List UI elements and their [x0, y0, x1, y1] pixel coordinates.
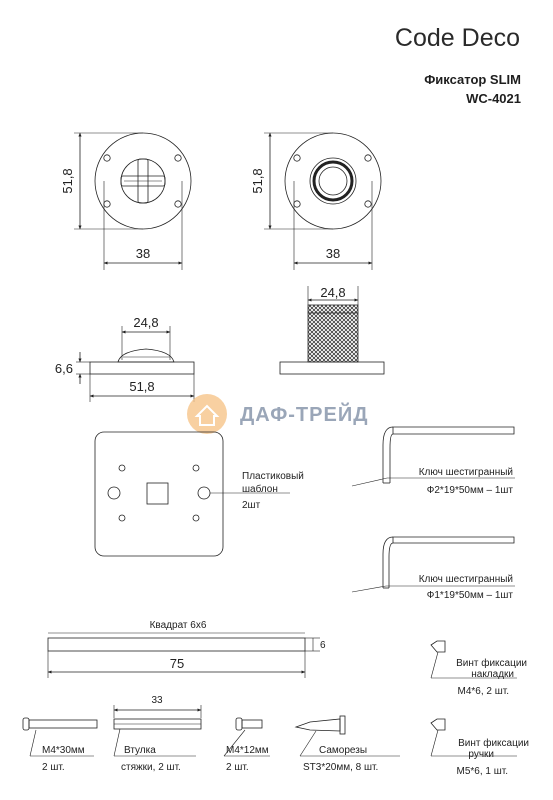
hex-key-1 — [352, 427, 515, 496]
template-label-2: шаблон — [242, 484, 278, 495]
square-length-label: 75 — [169, 656, 185, 671]
side-view-turn — [55, 315, 194, 402]
square-thickness-label: 6 — [320, 640, 326, 651]
hex-key-1-name: Ключ шестигранный — [418, 467, 513, 478]
hex-key-2-spec: Ф1*19*50мм – 1шт — [426, 590, 513, 601]
hex-key-2-name: Ключ шестигранный — [418, 574, 513, 585]
sleeve-name: Втулка — [124, 745, 156, 756]
side-view-knob — [280, 285, 384, 374]
fix-screw-2-line2: ручки — [468, 749, 494, 760]
screws-spec: ST3*20мм, 8 шт. — [303, 762, 379, 773]
square-spindle — [48, 620, 326, 678]
rosette2-width-label: 38 — [325, 246, 341, 261]
sleeve-qty: стяжки, 2 шт. — [121, 762, 181, 773]
side-top-label: 24,8 — [133, 315, 159, 330]
fix-screw-1 — [431, 641, 527, 697]
rosette-turn-view — [95, 133, 191, 229]
product-name: Фиксатор SLIM — [424, 72, 521, 87]
fix-screw-2 — [431, 719, 529, 777]
watermark — [187, 394, 368, 434]
screw-m4x12-size: М4*12мм — [226, 745, 269, 756]
template-label-3: 2шт — [242, 500, 261, 511]
product-code: WC-4021 — [466, 91, 521, 106]
rosette1-dimensions — [60, 133, 182, 270]
sleeve — [114, 695, 201, 773]
self-tapping-screw — [296, 716, 400, 773]
plastic-template — [95, 432, 304, 556]
watermark-text: ДАФ-ТРЕЙД — [240, 404, 369, 426]
screw-m4x12 — [224, 718, 270, 773]
hex-key-1-spec: Ф2*19*50мм – 1шт — [426, 485, 513, 496]
screw-m4x30-qty: 2 шт. — [42, 762, 65, 773]
rosette2-height-label: 51,8 — [250, 168, 265, 194]
fix-screw-2-line3: М5*6, 1 шт. — [456, 766, 508, 777]
side-length-label: 51,8 — [129, 379, 155, 394]
brand-logo: Code Deco — [394, 24, 520, 52]
screw-m4x30 — [23, 718, 97, 773]
screw-m4x12-qty: 2 шт. — [226, 762, 249, 773]
watermark-logo-icon — [187, 394, 227, 434]
hex-key-2 — [352, 537, 515, 601]
fix-screw-1-line2: накладки — [471, 669, 514, 680]
screw-m4x30-size: М4*30мм — [42, 745, 85, 756]
side-height-label: 6,6 — [54, 361, 73, 376]
fix-screw-2-line1: Винт фиксации — [458, 738, 529, 749]
template-label-1: Пластиковый — [242, 471, 304, 482]
rosette-height-label: 51,8 — [60, 168, 75, 194]
rosette2-dimensions — [250, 133, 372, 270]
rosette-indicator-view — [285, 133, 381, 229]
knob-top-label: 24,8 — [320, 285, 346, 300]
fix-screw-1-line1: Винт фиксации — [456, 658, 527, 669]
square-label: Квадрат 6х6 — [149, 620, 207, 631]
fix-screw-1-line3: М4*6, 2 шт. — [457, 686, 509, 697]
rosette-width-label: 38 — [135, 246, 151, 261]
screws-name: Саморезы — [319, 745, 368, 756]
sleeve-length-label: 33 — [151, 695, 163, 706]
